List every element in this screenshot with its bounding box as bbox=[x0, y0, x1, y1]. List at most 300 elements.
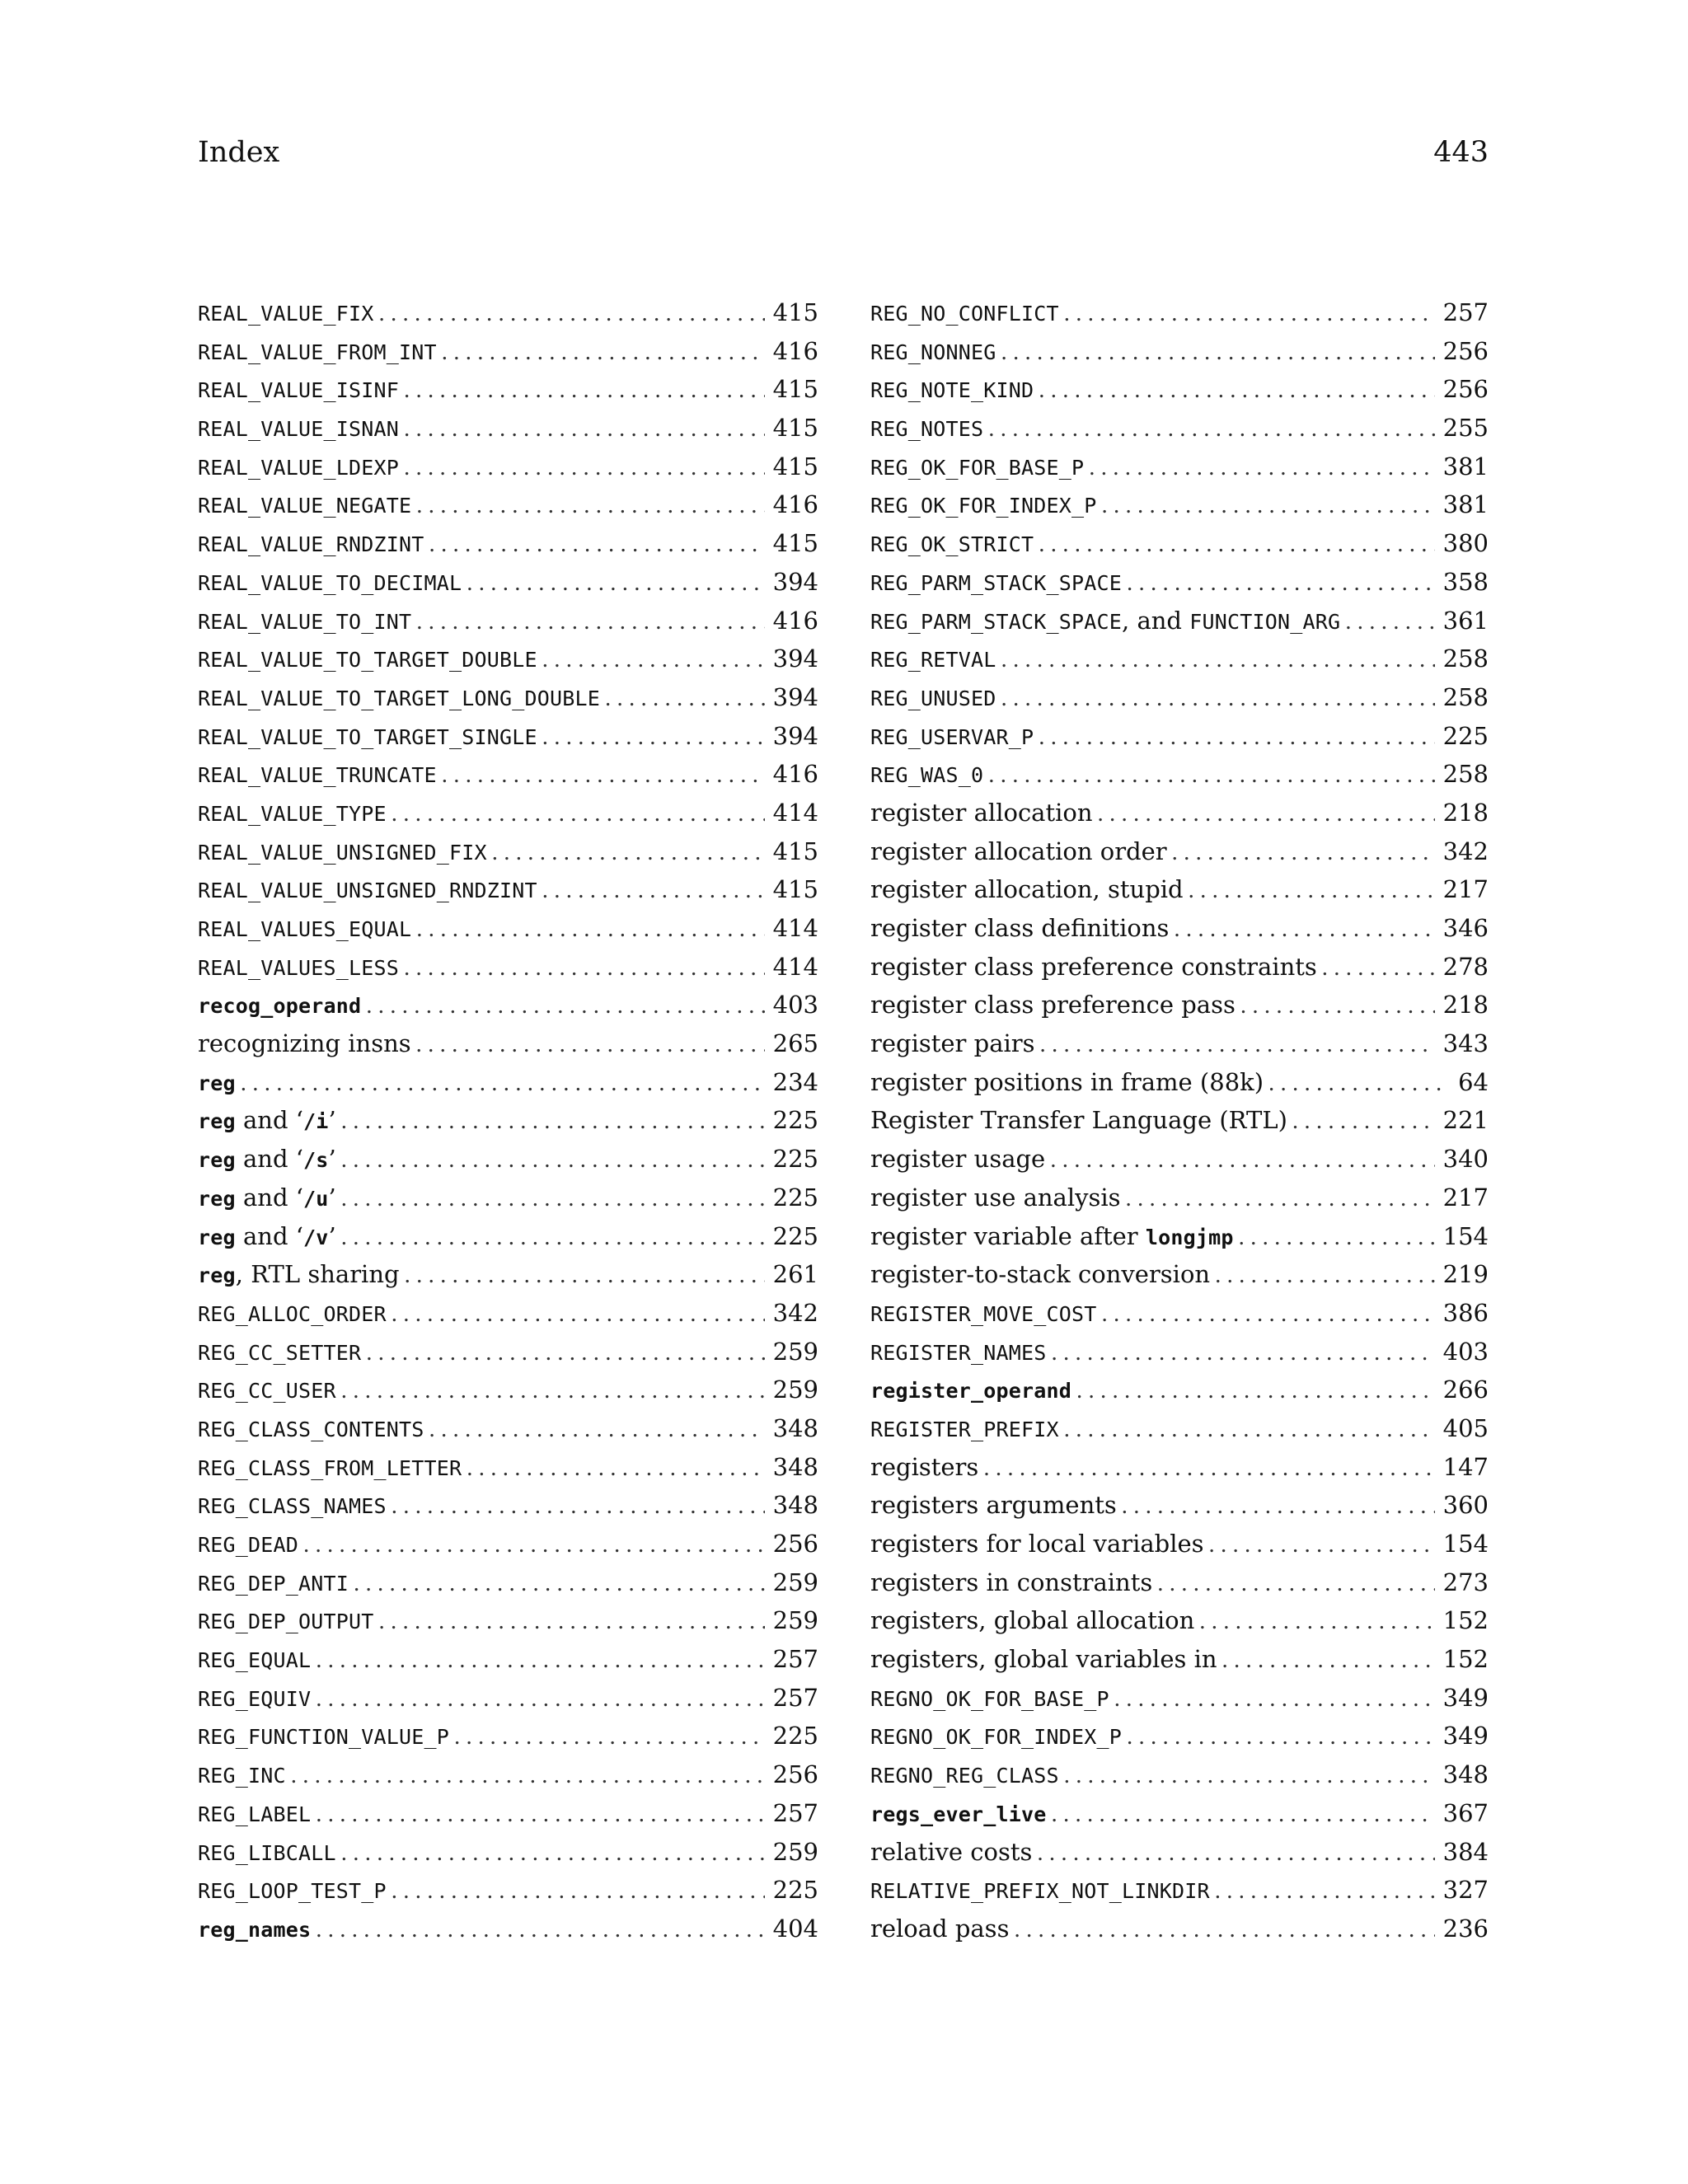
index-term-part: REG_WAS_0 bbox=[870, 763, 984, 788]
index-entry bbox=[870, 1717, 1489, 1755]
dot-leader bbox=[416, 1025, 765, 1064]
index-page-number: 343 bbox=[1442, 1029, 1489, 1058]
index-entry bbox=[198, 1409, 818, 1448]
dot-leader bbox=[416, 910, 764, 949]
index-entry bbox=[870, 678, 1489, 717]
index-entry bbox=[870, 948, 1489, 987]
index-page-number: 225 bbox=[772, 1145, 818, 1174]
index-term-part: and ‘ bbox=[235, 1221, 303, 1250]
index-entry bbox=[198, 870, 818, 909]
index-term bbox=[870, 1179, 1121, 1217]
index-term bbox=[198, 1525, 298, 1565]
index-term bbox=[198, 332, 437, 373]
index-term-part: longjmp bbox=[1145, 1225, 1234, 1249]
index-entry bbox=[870, 1179, 1489, 1217]
index-term-part: REG_CLASS_FROM_LETTER bbox=[198, 1455, 462, 1480]
dot-leader bbox=[354, 1564, 765, 1603]
index-term-part: registers bbox=[870, 1452, 979, 1481]
index-page-number: 236 bbox=[1442, 1914, 1489, 1943]
dot-leader bbox=[1089, 448, 1434, 487]
index-term-part: Register Transfer Language (RTL) bbox=[870, 1106, 1287, 1135]
index-term-part: REG_NOTE_KIND bbox=[870, 378, 1034, 403]
index-page-number: 394 bbox=[772, 644, 818, 673]
dot-leader bbox=[316, 1680, 764, 1718]
index-entry bbox=[198, 755, 818, 794]
dot-leader bbox=[1052, 1795, 1435, 1834]
index-page-number: 348 bbox=[772, 1491, 818, 1520]
dot-leader bbox=[404, 949, 765, 987]
index-entry bbox=[870, 563, 1489, 602]
index-entry bbox=[198, 1833, 818, 1872]
index-term-part: REG_USERVAR_P bbox=[870, 724, 1034, 749]
index-term-part: REG_DEAD bbox=[198, 1533, 299, 1557]
dot-leader bbox=[392, 794, 765, 833]
index-page-number: 394 bbox=[772, 567, 818, 596]
index-term-part: reg bbox=[198, 1109, 236, 1134]
index-term bbox=[198, 1333, 361, 1373]
dot-leader bbox=[1039, 525, 1434, 564]
index-term-part: REAL_VALUE_ISNAN bbox=[198, 417, 400, 442]
index-term bbox=[198, 1101, 336, 1141]
index-term bbox=[198, 1871, 387, 1911]
index-term bbox=[870, 448, 1084, 488]
index-term bbox=[198, 1486, 387, 1526]
dot-leader bbox=[988, 410, 1434, 448]
index-entry bbox=[870, 1563, 1489, 1602]
dot-leader bbox=[1064, 1410, 1435, 1449]
dot-leader bbox=[404, 448, 765, 487]
index-term-part: registers for local variables bbox=[870, 1530, 1204, 1558]
index-entry bbox=[870, 1755, 1489, 1794]
index-term bbox=[870, 602, 1340, 642]
index-term bbox=[198, 1179, 336, 1219]
index-term-part: REAL_VALUE_NEGATE bbox=[198, 494, 412, 518]
dot-leader bbox=[1001, 640, 1435, 679]
index-page-number: 219 bbox=[1442, 1260, 1489, 1289]
index-term bbox=[198, 370, 399, 410]
index-entry bbox=[870, 1371, 1489, 1409]
index-entry bbox=[198, 1679, 818, 1718]
index-term bbox=[870, 1294, 1097, 1334]
index-entry bbox=[870, 1871, 1489, 1910]
dot-leader bbox=[1122, 1487, 1435, 1526]
dot-leader bbox=[1098, 794, 1435, 833]
index-term-part: REG_OK_STRICT bbox=[870, 532, 1034, 557]
index-page-number: 386 bbox=[1442, 1298, 1489, 1327]
dot-leader bbox=[341, 1218, 765, 1257]
dot-leader bbox=[1126, 1179, 1435, 1218]
index-term-part: REG_EQUIV bbox=[198, 1686, 312, 1711]
index-term-part: registers in constraints bbox=[870, 1568, 1153, 1596]
index-term bbox=[198, 1717, 449, 1757]
index-page-number: 360 bbox=[1442, 1491, 1489, 1520]
dot-leader bbox=[1174, 910, 1434, 949]
index-page-number: 381 bbox=[1442, 490, 1489, 519]
index-term-part: REAL_VALUE_TO_TARGET_SINGLE bbox=[198, 724, 537, 749]
dot-leader bbox=[542, 871, 765, 910]
index-page-number: 416 bbox=[772, 760, 818, 789]
index-term-part: /v bbox=[302, 1225, 329, 1249]
index-term bbox=[198, 524, 424, 565]
dot-leader bbox=[341, 1834, 765, 1872]
index-entry bbox=[870, 832, 1489, 871]
index-page-number: 361 bbox=[1442, 606, 1489, 635]
index-entry bbox=[198, 1871, 818, 1910]
index-page-number: 147 bbox=[1442, 1452, 1489, 1481]
index-page-number: 414 bbox=[772, 914, 818, 942]
index-entry bbox=[198, 1371, 818, 1409]
index-entry bbox=[870, 1217, 1489, 1256]
index-page-number: 257 bbox=[772, 1645, 818, 1674]
index-page-number: 259 bbox=[772, 1606, 818, 1635]
dot-leader bbox=[1039, 718, 1434, 757]
index-term bbox=[870, 794, 1093, 832]
index-page-number: 258 bbox=[1442, 760, 1489, 789]
index-page-number: 225 bbox=[772, 1183, 818, 1212]
index-term-part: register use analysis bbox=[870, 1183, 1121, 1212]
index-term-part: register allocation order bbox=[870, 837, 1167, 865]
index-term-part: REAL_VALUE_FROM_INT bbox=[198, 340, 437, 364]
index-term-part: REG_INC bbox=[198, 1764, 286, 1788]
index-page-number: 348 bbox=[772, 1452, 818, 1481]
index-term bbox=[870, 1755, 1059, 1796]
index-entry bbox=[198, 1717, 818, 1755]
index-entry bbox=[870, 448, 1489, 486]
dot-leader bbox=[392, 1487, 765, 1526]
index-term-part: register usage bbox=[870, 1145, 1046, 1174]
dot-leader bbox=[1037, 1834, 1434, 1872]
index-entry bbox=[198, 1294, 818, 1333]
index-term bbox=[870, 1563, 1152, 1602]
index-term-part: REAL_VALUE_TYPE bbox=[198, 801, 387, 826]
index-entry bbox=[198, 717, 818, 756]
index-term-part: register variable after bbox=[870, 1221, 1146, 1250]
dot-leader bbox=[291, 1756, 765, 1795]
index-entry bbox=[198, 1063, 818, 1102]
page-number: 443 bbox=[1433, 136, 1489, 169]
index-page-number: 221 bbox=[1442, 1106, 1489, 1135]
index-page-number: 218 bbox=[1442, 798, 1489, 827]
index-term-part: recog_operand bbox=[198, 994, 362, 1019]
index-term bbox=[198, 640, 537, 680]
index-term bbox=[870, 678, 996, 719]
index-term-part: REAL_VALUE_TO_DECIMAL bbox=[198, 570, 462, 595]
index-term-part: ’ bbox=[328, 1145, 336, 1174]
index-entry bbox=[198, 986, 818, 1024]
index-entry bbox=[198, 1563, 818, 1602]
index-term-part: /u bbox=[302, 1186, 329, 1211]
index-term-part: REGISTER_PREFIX bbox=[870, 1417, 1059, 1441]
index-term bbox=[870, 1486, 1117, 1525]
index-entry bbox=[198, 1448, 818, 1487]
index-page-number: 261 bbox=[772, 1260, 818, 1289]
index-entry bbox=[198, 1179, 818, 1217]
index-term-part: , and bbox=[1122, 606, 1190, 635]
index-entry bbox=[198, 640, 818, 678]
dot-leader bbox=[1215, 1872, 1435, 1910]
index-term bbox=[870, 1333, 1047, 1373]
index-entry bbox=[198, 1333, 818, 1371]
dot-leader bbox=[341, 1102, 765, 1141]
index-entry bbox=[198, 832, 818, 871]
index-entry bbox=[198, 409, 818, 448]
index-term-part: reg bbox=[198, 1186, 236, 1211]
index-term bbox=[198, 448, 399, 488]
index-entry bbox=[198, 1525, 818, 1563]
dot-leader bbox=[429, 525, 765, 564]
index-page-number: 416 bbox=[772, 336, 818, 365]
index-page-number: 405 bbox=[1442, 1413, 1489, 1442]
dot-leader bbox=[1001, 679, 1435, 718]
index-term-part: REG_UNUSED bbox=[870, 686, 996, 710]
index-term bbox=[198, 485, 411, 526]
index-term-part: reg_names bbox=[198, 1917, 312, 1942]
index-term-part: /i bbox=[302, 1109, 329, 1134]
index-entry bbox=[870, 755, 1489, 794]
index-entry bbox=[198, 1024, 818, 1063]
dot-leader bbox=[404, 410, 765, 448]
dot-leader bbox=[983, 1449, 1434, 1488]
index-page-number: 415 bbox=[772, 529, 818, 558]
index-entry bbox=[870, 1679, 1489, 1718]
index-page-number: 348 bbox=[1442, 1760, 1489, 1789]
index-entry bbox=[870, 293, 1489, 332]
index-entry bbox=[198, 293, 818, 332]
dot-leader bbox=[379, 294, 765, 333]
dot-leader bbox=[379, 1602, 765, 1641]
index-term-part: REAL_VALUE_ISINF bbox=[198, 378, 400, 403]
index-term bbox=[198, 717, 537, 757]
index-page-number: 349 bbox=[1442, 1722, 1489, 1750]
index-term bbox=[198, 563, 462, 603]
index-term bbox=[198, 832, 487, 873]
index-entry bbox=[198, 1140, 818, 1179]
index-term-part: REG_CLASS_NAMES bbox=[198, 1494, 387, 1519]
index-term-part: REG_ALLOC_ORDER bbox=[198, 1301, 387, 1326]
index-page-number: 278 bbox=[1442, 952, 1489, 981]
dot-leader bbox=[1292, 1102, 1435, 1141]
index-term bbox=[198, 1217, 336, 1258]
index-term-part: REG_DEP_OUTPUT bbox=[198, 1610, 374, 1634]
index-entry bbox=[870, 1024, 1489, 1063]
index-entry bbox=[870, 717, 1489, 756]
index-page-number: 342 bbox=[1442, 837, 1489, 865]
index-entry bbox=[870, 1794, 1489, 1833]
index-entry bbox=[870, 1101, 1489, 1140]
index-entry bbox=[870, 602, 1489, 640]
index-entry bbox=[870, 409, 1489, 448]
index-term bbox=[198, 1024, 411, 1063]
index-term bbox=[198, 1640, 311, 1680]
index-entry bbox=[870, 1140, 1489, 1179]
index-term bbox=[870, 1871, 1210, 1911]
index-entry bbox=[870, 1063, 1489, 1102]
index-term-part: REG_LOOP_TEST_P bbox=[198, 1879, 387, 1904]
dot-leader bbox=[492, 833, 765, 872]
index-term-part: and ‘ bbox=[235, 1183, 303, 1212]
dot-leader bbox=[1215, 1256, 1435, 1295]
index-page-number: 225 bbox=[772, 1876, 818, 1905]
index-term bbox=[198, 1794, 311, 1835]
index-term-part: REG_CC_USER bbox=[198, 1379, 336, 1404]
index-entry bbox=[198, 948, 818, 987]
index-entry bbox=[870, 640, 1489, 678]
index-entry bbox=[870, 1333, 1489, 1371]
index-term bbox=[198, 909, 411, 949]
index-term-part: REAL_VALUE_UNSIGNED_RNDZINT bbox=[198, 879, 537, 903]
index-entry bbox=[870, 370, 1489, 409]
index-page-number: 225 bbox=[1442, 721, 1489, 750]
index-term-part: REGNO_REG_CLASS bbox=[870, 1764, 1059, 1788]
index-page-number: 256 bbox=[772, 1530, 818, 1558]
index-term-part: and ‘ bbox=[235, 1145, 303, 1174]
dot-leader bbox=[1222, 1641, 1435, 1680]
index-term bbox=[870, 717, 1034, 757]
index-page-number: 415 bbox=[772, 875, 818, 904]
index-entry bbox=[198, 1486, 818, 1525]
index-entry bbox=[870, 1640, 1489, 1679]
index-term bbox=[198, 293, 374, 334]
index-entry bbox=[198, 1217, 818, 1256]
index-term-part: REGISTER_NAMES bbox=[870, 1340, 1047, 1365]
index-entry bbox=[198, 909, 818, 948]
index-page-number: 416 bbox=[772, 606, 818, 635]
index-page-number: 259 bbox=[772, 1837, 818, 1866]
index-page-number: 342 bbox=[772, 1298, 818, 1327]
index-term bbox=[870, 1024, 1035, 1063]
index-entry bbox=[870, 524, 1489, 563]
index-term-part: REG_PARM_STACK_SPACE bbox=[870, 570, 1123, 595]
index-entry bbox=[870, 1910, 1489, 1948]
index-term bbox=[870, 986, 1236, 1024]
index-term bbox=[870, 1717, 1122, 1757]
index-term-part: REGNO_OK_FOR_INDEX_P bbox=[870, 1725, 1123, 1750]
index-entry bbox=[870, 1525, 1489, 1563]
dot-leader bbox=[416, 486, 764, 525]
index-entry bbox=[198, 1255, 818, 1294]
index-term-part: reg bbox=[198, 1225, 236, 1249]
index-term-part: REG_PARM_STACK_SPACE bbox=[870, 609, 1123, 634]
index-page-number: 218 bbox=[1442, 991, 1489, 1019]
index-term-part: register pairs bbox=[870, 1029, 1035, 1058]
index-page-number: 152 bbox=[1442, 1606, 1489, 1635]
dot-leader bbox=[316, 1641, 764, 1680]
index-term bbox=[870, 1140, 1045, 1179]
index-entry bbox=[870, 986, 1489, 1024]
index-page-number: 381 bbox=[1442, 452, 1489, 480]
index-page-number: 256 bbox=[772, 1760, 818, 1789]
index-page-number: 258 bbox=[1442, 682, 1489, 711]
index-page-number: 217 bbox=[1442, 1183, 1489, 1212]
dot-leader bbox=[467, 564, 764, 602]
index-term bbox=[870, 832, 1167, 871]
index-term bbox=[870, 948, 1317, 987]
index-term bbox=[198, 1063, 236, 1104]
index-term-part: REG_OK_FOR_BASE_P bbox=[870, 455, 1085, 480]
index-page-number: 64 bbox=[1458, 1067, 1489, 1096]
index-term-part: ’ bbox=[328, 1106, 336, 1135]
index-term-part: regs_ever_live bbox=[870, 1802, 1047, 1826]
index-term-part: REAL_VALUE_TRUNCATE bbox=[198, 763, 437, 788]
dot-leader bbox=[1114, 1680, 1435, 1718]
index-page-number: 403 bbox=[1442, 1337, 1489, 1366]
index-term-part: REAL_VALUES_EQUAL bbox=[198, 917, 412, 941]
index-term bbox=[198, 1833, 336, 1873]
dot-leader bbox=[1189, 871, 1435, 910]
index-page-number: 259 bbox=[772, 1568, 818, 1596]
index-entry bbox=[198, 602, 818, 640]
index-page-number: 255 bbox=[1442, 414, 1489, 443]
index-entry bbox=[870, 870, 1489, 909]
index-term bbox=[870, 1063, 1264, 1102]
dot-leader bbox=[1172, 833, 1435, 872]
index-term bbox=[198, 1910, 311, 1950]
dot-leader bbox=[442, 333, 765, 372]
index-page-number: 225 bbox=[772, 1221, 818, 1250]
index-entry bbox=[870, 485, 1489, 524]
index-term-part: reg bbox=[198, 1263, 236, 1288]
index-page-number: 257 bbox=[772, 1798, 818, 1827]
dot-leader bbox=[1076, 1371, 1435, 1410]
dot-leader bbox=[988, 756, 1434, 794]
index-page-number: 265 bbox=[772, 1029, 818, 1058]
index-term-part: relative costs bbox=[870, 1837, 1033, 1866]
index-term bbox=[870, 563, 1122, 603]
dot-leader bbox=[316, 1910, 764, 1949]
dot-leader bbox=[1209, 1526, 1435, 1564]
index-term bbox=[198, 1409, 424, 1450]
dot-leader bbox=[404, 371, 765, 410]
index-term bbox=[198, 1755, 286, 1796]
index-page-number: 217 bbox=[1442, 875, 1489, 904]
index-term bbox=[198, 948, 399, 988]
index-term-part: REAL_VALUE_UNSIGNED_FIX bbox=[198, 840, 487, 865]
dot-leader bbox=[1040, 1025, 1435, 1064]
index-term-part: REAL_VALUES_LESS bbox=[198, 955, 400, 980]
index-term-part: reg bbox=[198, 1148, 236, 1173]
index-page-number: 349 bbox=[1442, 1683, 1489, 1712]
index-term-part: RELATIVE_PREFIX_NOT_LINKDIR bbox=[870, 1879, 1210, 1904]
index-page-number: 415 bbox=[772, 375, 818, 404]
index-page-number: 273 bbox=[1442, 1568, 1489, 1596]
dot-leader bbox=[442, 756, 765, 794]
index-term bbox=[870, 524, 1034, 565]
index-page-number: 416 bbox=[772, 490, 818, 519]
index-page-number: 346 bbox=[1442, 914, 1489, 942]
index-term-part: ’ bbox=[328, 1183, 336, 1212]
index-entry bbox=[870, 1486, 1489, 1525]
index-term-part: REG_OK_FOR_INDEX_P bbox=[870, 494, 1097, 518]
index-entry bbox=[198, 332, 818, 371]
index-term-part: REG_NO_CONFLICT bbox=[870, 302, 1059, 326]
index-term bbox=[198, 1679, 311, 1719]
index-page-number: 384 bbox=[1442, 1837, 1489, 1866]
dot-leader bbox=[416, 602, 764, 641]
index-page-number: 348 bbox=[772, 1413, 818, 1442]
index-term-part: /s bbox=[302, 1148, 329, 1173]
index-entry bbox=[870, 909, 1489, 948]
index-term-part: reload pass bbox=[870, 1914, 1010, 1943]
index-column-left bbox=[198, 293, 818, 1948]
dot-leader bbox=[1039, 371, 1434, 410]
index-term-part: register class preference constraints bbox=[870, 952, 1317, 981]
index-page-number: 415 bbox=[772, 298, 818, 326]
index-page-number: 258 bbox=[1442, 644, 1489, 673]
index-term-part: ’ bbox=[328, 1221, 336, 1250]
index-entry bbox=[198, 1601, 818, 1640]
index-term-part: recognizing insns bbox=[198, 1029, 411, 1058]
index-page-number: 257 bbox=[1442, 298, 1489, 326]
